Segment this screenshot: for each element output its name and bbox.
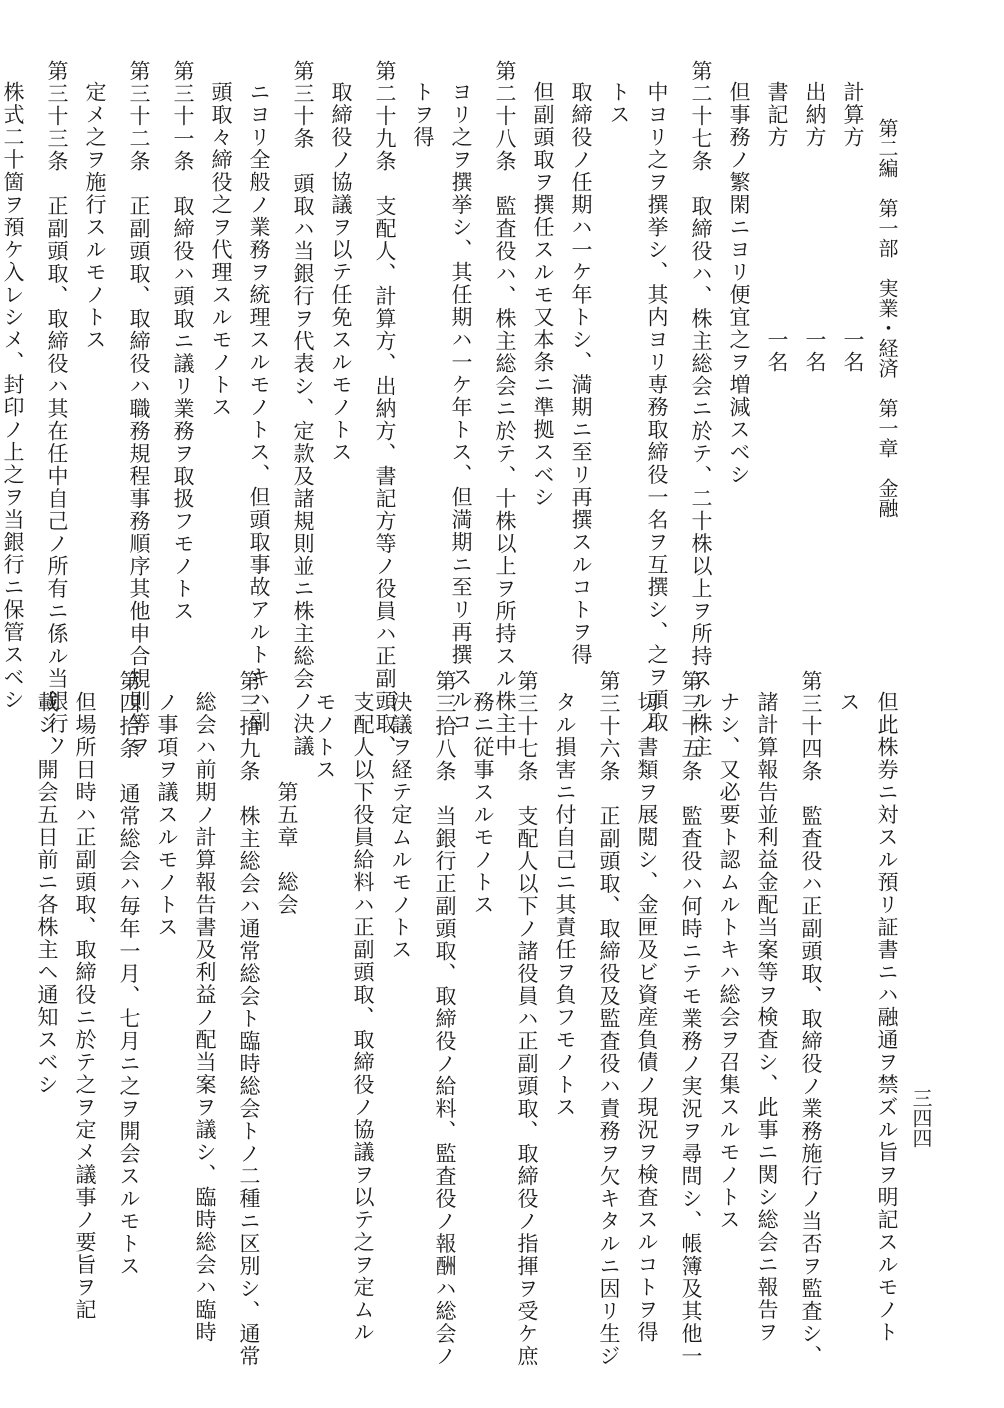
text-line: 務ニ従事スルモノトス — [471, 691, 495, 916]
text-line: 載シ、開会五日前ニ各株主ヘ通知スベシ — [35, 691, 59, 1096]
text-line: 但事務ノ繁閑ニヨリ便宜之ヲ増減スベシ — [727, 81, 751, 486]
text-line: 支配人以下役員給料ハ正副頭取、取締役ノ協議ヲ以テ之ヲ定ムル — [351, 691, 375, 1344]
text-line: ニヨリ全般ノ業務ヲ統理スルモノトス、但頭取事故アルトキハ副 — [247, 81, 271, 734]
text-line: 総会ハ前期ノ計算報告書及利益ノ配当案ヲ議シ、臨時総会ハ臨時 — [193, 691, 217, 1344]
text-line: トス — [607, 81, 631, 126]
text-line: 計算方 一名 — [841, 81, 865, 374]
article-35-line: 第三十五条 監査役ハ何時ニテモ業務ノ実況ヲ尋問シ、帳簿及其他一 — [679, 670, 703, 1368]
article-31-line: 第三十一条 取締役ハ頭取ニ議リ業務ヲ取扱フモノトス — [171, 60, 195, 623]
article-28-line: 第二十八条 監査役ハ、株主総会ニ於テ、十株以上ヲ所持スル株主中 — [493, 60, 517, 758]
text-line: ナシ、又必要ト認ムルトキハ総会ヲ召集スルモノトス — [717, 691, 741, 1231]
article-40-line: 第四拾条 通常総会ハ毎年一月、七月ニ之ヲ開会スルモトス — [117, 670, 141, 1278]
article-38-line: 第三拾八条 当銀行正副頭取、取締役ノ給料、監査役ノ報酬ハ総会ノ — [433, 670, 457, 1368]
article-27-line: 第二十七条 取締役ハ、株主総会ニ於テ、二十株以上ヲ所持スル株主 — [689, 60, 713, 758]
article-33-line: 第三十三条 正副頭取、取締役ハ其在任中自己ノ所有ニ係ル当銀行ノ — [45, 60, 69, 758]
text-line: ス — [837, 691, 861, 714]
text-line: 出納方 一名 — [803, 81, 827, 374]
article-30-line: 第三十条 頭取ハ当銀行ヲ代表シ、定款及諸規則並ニ株主総会ノ決議 — [291, 60, 315, 758]
chapter-heading: 第五章 総会 — [275, 691, 299, 916]
article-32-line: 第三十二条 正副頭取、取締役ハ職務規程事務順序其他申合規則等ヲ — [127, 60, 151, 758]
text-line: 但場所日時ハ正副頭取、取締役ニ於テ之ヲ定メ議事ノ要旨ヲ記 — [73, 691, 97, 1321]
text-line: 但副頭取ヲ撰任スルモ又本条ニ準拠スベシ — [531, 81, 555, 509]
text-line: 諸計算報告並利益金配当案等ヲ検査シ、此事ニ関シ総会ニ報告ヲ — [755, 691, 779, 1344]
text-line: トヲ得 — [411, 81, 435, 149]
text-line: 取締役ノ任期ハ一ケ年トシ、満期ニ至リ再撰スルコトヲ得 — [569, 81, 593, 666]
text-line: ヨリ之ヲ撰挙シ、其任期ハ一ケ年トス、但満期ニ至リ再撰スルコ — [449, 81, 473, 734]
article-37-line: 第三十七条 支配人以下ノ諸役員ハ正副頭取、取締役ノ指揮ヲ受ケ庶 — [515, 670, 539, 1368]
article-34-line: 第三十四条 監査役ハ正副頭取、取締役ノ業務施行ノ当否ヲ監査シ、 — [799, 670, 823, 1368]
text-line: 頭取々締役之ヲ代理スルモノトス — [209, 81, 233, 419]
article-39-line: 第三拾九条 株主総会ハ通常総会ト臨時総会トノ二種ニ区別シ、通常 — [237, 670, 261, 1368]
article-36-line: 第三十六条 正副頭取、取締役及監査役ハ責務ヲ欠キタルニ因リ生ジ — [597, 670, 621, 1368]
page-number: 三四四 — [909, 1088, 933, 1148]
upper-text-block — [1, 60, 872, 758]
text-line: ノ事項ヲ議スルモノトス — [155, 691, 179, 939]
text-line: 但此株券ニ対スル預リ証書ニハ融通ヲ禁ズル旨ヲ明記スルモノト — [875, 691, 899, 1344]
text-line: モノトス — [313, 691, 337, 781]
text-line: 株式二十箇ヲ預ケ入レシメ、封印ノ上之ヲ当銀行ニ保管スベシ — [1, 81, 25, 711]
text-line: 決議ヲ経テ定ムルモノトス — [389, 691, 413, 961]
running-header: 第二編 第一部 実業・経済 第一章 金融 — [875, 118, 899, 518]
text-line: 書記方 一名 — [765, 81, 789, 374]
text-line: 切ノ書類ヲ展閲シ、金匣及ビ資産負債ノ現況ヲ検査スルコトヲ得 — [635, 691, 659, 1344]
text-line: タル損害ニ付自己ニ其責任ヲ負フモノトス — [553, 691, 577, 1119]
article-29-line: 第二十九条 支配人、計算方、出納方、書記方等ノ役員ハ正副頭取、 — [373, 60, 397, 758]
lower-text-block — [35, 670, 906, 1370]
text-line: 定メ之ヲ施行スルモノトス — [83, 81, 107, 351]
text-line: 取締役ノ協議ヲ以テ任免スルモノトス — [329, 81, 353, 464]
text-line: 中ヨリ之ヲ撰挙シ、其内ヨリ専務取締役一名ヲ互撰シ、之ヲ頭取 — [645, 81, 669, 734]
